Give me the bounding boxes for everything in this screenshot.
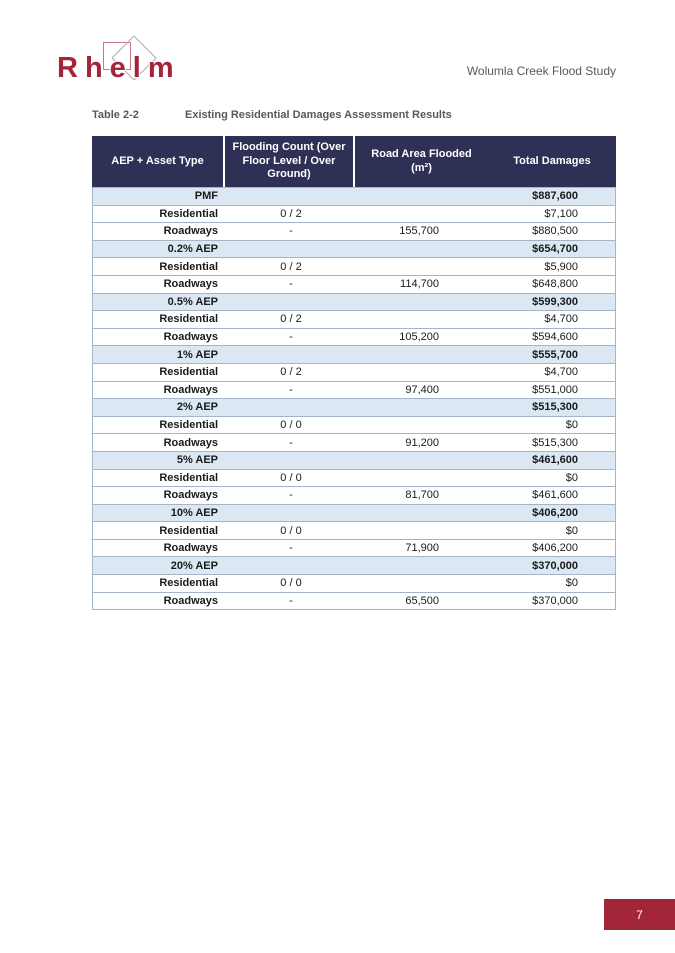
cell-total-damages: $0 [565, 419, 578, 432]
table-row [93, 505, 615, 523]
cell-flooding-count: 0 / 2 [280, 260, 302, 273]
table-row [93, 434, 615, 452]
cell-road-area: 91,200 [405, 436, 439, 449]
table-row [93, 188, 615, 206]
cell-flooding-count: - [289, 542, 293, 555]
table-row [93, 294, 615, 312]
cell-asset-type: Residential [159, 260, 218, 273]
cell-total-damages: $4,700 [544, 366, 578, 379]
cell-total-damages: $648,800 [532, 278, 578, 291]
cell-total-damages: $0 [565, 524, 578, 537]
cell-total-damages: $4,700 [544, 313, 578, 326]
table-row [93, 258, 615, 276]
cell-asset-type: 0.2% AEP [167, 243, 218, 256]
cell-total-damages: $887,600 [532, 190, 578, 203]
cell-asset-type: Roadways [163, 594, 218, 607]
cell-asset-type: Roadways [163, 383, 218, 396]
damages-table [92, 136, 616, 610]
table-row [93, 276, 615, 294]
table-row [93, 241, 615, 259]
cell-flooding-count: 0 / 0 [280, 524, 302, 537]
cell-asset-type: Residential [159, 313, 218, 326]
cell-asset-type: 20% AEP [170, 559, 218, 572]
cell-road-area: 81,700 [405, 489, 439, 502]
cell-asset-type: Residential [159, 207, 218, 220]
cell-total-damages: $461,600 [532, 489, 578, 502]
cell-total-damages: $5,900 [544, 260, 578, 273]
cell-asset-type: Roadways [163, 278, 218, 291]
cell-total-damages: $515,300 [532, 436, 578, 449]
table-row [93, 522, 615, 540]
cell-asset-type: 10% AEP [170, 506, 218, 519]
cell-total-damages: $406,200 [532, 542, 578, 555]
cell-flooding-count: 0 / 2 [280, 313, 302, 326]
cell-total-damages: $7,100 [544, 207, 578, 220]
cell-asset-type: PMF [194, 190, 218, 203]
cell-flooding-count: 0 / 2 [280, 207, 302, 220]
rhelm-logo [57, 30, 197, 86]
cell-asset-type: Roadways [163, 542, 218, 555]
cell-flooding-count: - [289, 489, 293, 502]
cell-flooding-count: - [289, 383, 293, 396]
cell-flooding-count: 0 / 0 [280, 471, 302, 484]
table-row [93, 329, 615, 347]
column-header-total-damages: Total Damages [513, 154, 591, 167]
table-row [93, 399, 615, 417]
cell-flooding-count: 0 / 0 [280, 577, 302, 590]
cell-asset-type: Residential [159, 577, 218, 590]
cell-road-area: 105,200 [399, 331, 439, 344]
cell-total-damages: $406,200 [532, 506, 578, 519]
cell-total-damages: $555,700 [532, 348, 578, 361]
cell-total-damages: $370,000 [532, 594, 578, 607]
column-header-road-area: Road Area Flooded (m²) [371, 147, 472, 174]
cell-asset-type: 5% AEP [176, 454, 218, 467]
table-row [93, 206, 615, 224]
cell-asset-type: 1% AEP [176, 348, 218, 361]
cell-total-damages: $594,600 [532, 331, 578, 344]
table-row [93, 417, 615, 435]
document-title: Wolumla Creek Flood Study [466, 64, 616, 78]
table-row [93, 346, 615, 364]
cell-total-damages: $515,300 [532, 401, 578, 414]
cell-total-damages: $461,600 [532, 454, 578, 467]
cell-asset-type: 0.5% AEP [167, 295, 218, 308]
cell-road-area: 65,500 [405, 594, 439, 607]
page-number: 7 [636, 907, 643, 922]
table-row [93, 311, 615, 329]
table-row [93, 452, 615, 470]
cell-flooding-count: - [289, 331, 293, 344]
column-header-aep-asset-type: AEP + Asset Type [92, 136, 225, 187]
cell-flooding-count: - [289, 436, 293, 449]
cell-road-area: 97,400 [405, 383, 439, 396]
cell-asset-type: Roadways [163, 225, 218, 238]
cell-flooding-count: 0 / 0 [280, 419, 302, 432]
cell-total-damages: $370,000 [532, 559, 578, 572]
table-row [93, 364, 615, 382]
cell-total-damages: $0 [565, 577, 578, 590]
table-body [92, 187, 616, 610]
cell-asset-type: Roadways [163, 331, 218, 344]
cell-asset-type: Roadways [163, 489, 218, 502]
cell-total-damages: $0 [565, 471, 578, 484]
cell-flooding-count: 0 / 2 [280, 366, 302, 379]
table-row [93, 593, 615, 611]
cell-asset-type: 2% AEP [176, 401, 218, 414]
cell-road-area: 155,700 [399, 225, 439, 238]
cell-road-area: 71,900 [405, 542, 439, 555]
cell-total-damages: $880,500 [532, 225, 578, 238]
table-row [93, 487, 615, 505]
table-header-row [92, 136, 616, 187]
cell-total-damages: $654,700 [532, 243, 578, 256]
cell-flooding-count: - [289, 594, 293, 607]
table-caption [92, 109, 616, 121]
table-row [93, 470, 615, 488]
cell-total-damages: $551,000 [532, 383, 578, 396]
table-row [93, 575, 615, 593]
cell-asset-type: Residential [159, 419, 218, 432]
cell-road-area: 114,700 [400, 278, 439, 291]
cell-asset-type: Roadways [163, 436, 218, 449]
cell-asset-type: Residential [159, 471, 218, 484]
table-row [93, 540, 615, 558]
page-number-badge [604, 899, 675, 930]
table-row [93, 382, 615, 400]
cell-total-damages: $599,300 [532, 295, 578, 308]
table-row [93, 557, 615, 575]
cell-flooding-count: - [289, 278, 293, 291]
cell-asset-type: Residential [159, 524, 218, 537]
table-caption-title: Existing Residential Damages Assessment Results [185, 109, 452, 121]
table-row [93, 223, 615, 241]
column-header-flooding-count: Flooding Count (Over Floor Level / Over Ground) [225, 136, 355, 187]
table-caption-label: Table 2-2 [92, 109, 139, 121]
cell-asset-type: Residential [159, 366, 218, 379]
cell-flooding-count: - [289, 225, 293, 238]
brand-name: Rhelm [57, 52, 181, 84]
